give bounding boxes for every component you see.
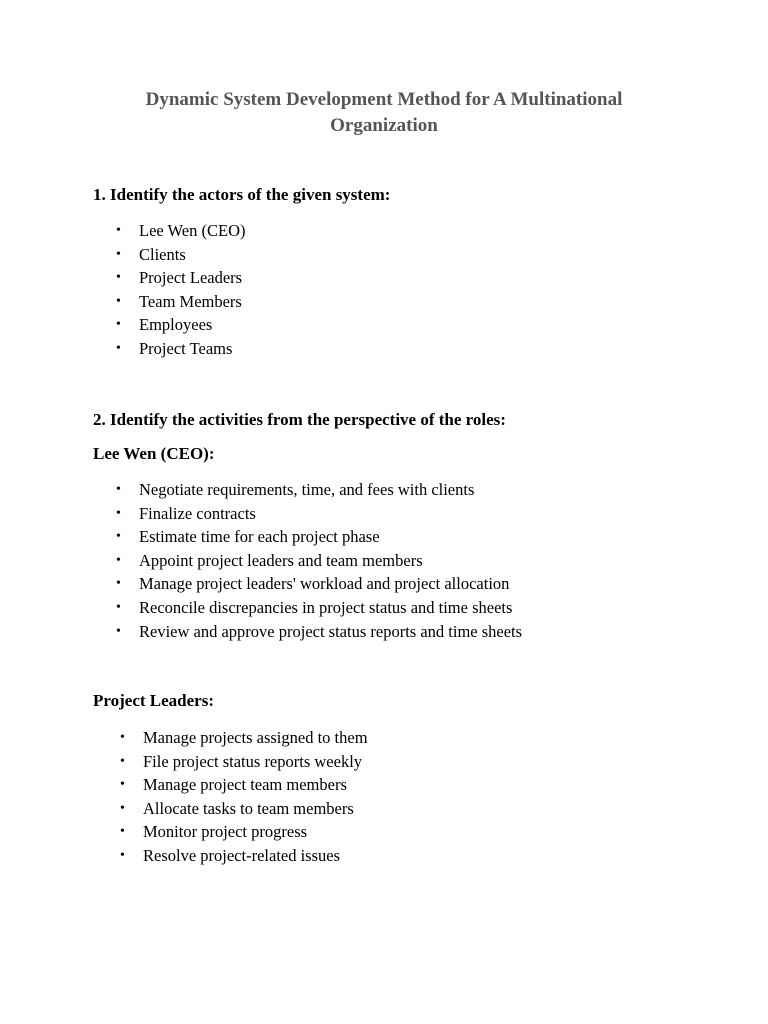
list-item-text: Negotiate requirements, time, and fees with clients (139, 480, 475, 499)
list-item-text: Manage project team members (143, 775, 347, 795)
bullet-icon: • (120, 730, 125, 745)
list-item-text: Clients (139, 244, 186, 264)
document-title-line-2: Organization (330, 115, 438, 136)
list-item-text: Lee Wen (CEO) (139, 221, 246, 240)
section-2-heading: 2. Identify the activities from the perspective of the roles: (93, 410, 506, 429)
list-item-text: Estimate time for each project phase (139, 527, 380, 547)
list-item-text: Manage project leaders' workload and project allocation (139, 574, 510, 594)
bullet-icon: • (116, 599, 121, 615)
bullet-icon: • (116, 482, 121, 497)
list-item-text: Project Leaders (139, 268, 243, 288)
bullet-icon: • (120, 753, 125, 769)
list-item-text: Finalize contracts (139, 503, 256, 523)
project-leaders-subheading: Project Leaders: (93, 691, 214, 710)
bullet-icon: • (120, 847, 125, 863)
document-title-line-1: Dynamic System Development Method for A Multinational (145, 89, 623, 110)
list-item-text: Manage projects assigned to them (143, 728, 368, 747)
list-item-text: Review and approve project status reports and time sheets (139, 621, 523, 641)
list-item-text: Reconcile discrepancies in project status and time sheets (139, 597, 513, 617)
bullet-icon: • (120, 800, 125, 816)
list-item-text: Employees (139, 315, 213, 335)
bullet-icon: • (116, 505, 121, 521)
section-1-heading: 1. Identify the actors of the given system: (93, 185, 391, 204)
bullet-icon: • (116, 552, 121, 568)
bullet-icon: • (116, 270, 121, 286)
bullet-icon: • (116, 623, 121, 639)
list-item-text: File project status reports weekly (143, 751, 363, 771)
list-item-text: Appoint project leaders and team members (139, 550, 423, 570)
bullet-icon: • (116, 293, 121, 309)
bullet-icon: • (116, 223, 121, 238)
bullet-icon: • (116, 246, 121, 262)
ceo-subheading: Lee Wen (CEO): (93, 444, 215, 463)
list-item-text: Allocate tasks to team members (143, 798, 354, 818)
bullet-icon: • (120, 824, 125, 840)
bullet-icon: • (116, 529, 121, 545)
list-item-text: Monitor project progress (143, 822, 308, 842)
list-item-text: Team Members (139, 291, 242, 311)
bullet-icon: • (116, 340, 121, 356)
bullet-icon: • (116, 317, 121, 333)
bullet-icon: • (116, 576, 121, 592)
list-item-text: Resolve project-related issues (143, 845, 341, 865)
list-item-text: Project Teams (139, 338, 233, 358)
bullet-icon: • (120, 777, 125, 793)
